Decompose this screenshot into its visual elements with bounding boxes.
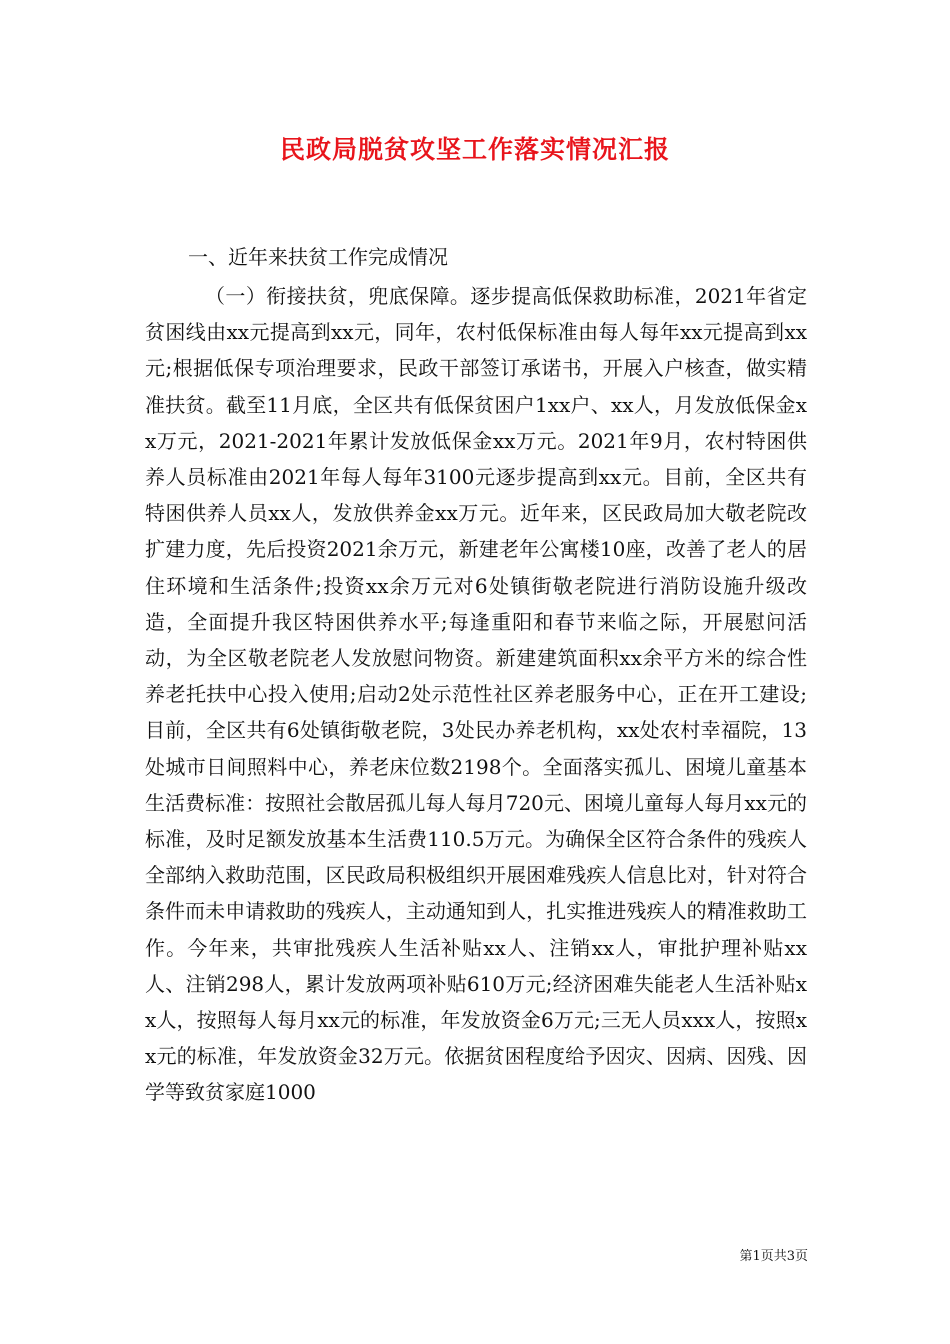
page-number: 第1页共3页 [739,1249,808,1264]
section-heading: 一、近年来扶贫工作完成情况 [188,245,448,269]
document-title: 民政局脱贫攻坚工作落实情况汇报 [279,135,670,164]
body-paragraph: （一）衔接扶贫，兜底保障。逐步提高低保救助标准，2021年省定贫困线由xx元提高到xx元，同年，农村低保标准由每人每年xx元提高到xx元;根据低保专项治理要求，民政干部签订承诺书，开展入户核查，做实精准扶贫。截至11月底，全区共有低保贫困户1xx户、xx人，月发放低保金xx万元，2021-2021年累计发放低保金xx万元。2021年9月，农村特困供养人员标准由2021年每人每年3100元逐步提高到xx元。目前，全区共有特困供养人员xx人，发放供养金xx万元。近年来，区民政局加大敬老院改扩建力度，先后投资2021余万元，新建老年公寓楼10座，改善了老人的居住环境和生活条件;投资xx余万元对6处镇街敬老院进行消防设施升级改造，全面提升我区特困供养水平;每逢重阳和春节来临之际，开展慰问活动，为全区敬老院老人发放慰问物资。新建建筑面积xx余平方米的综合性养老托扶中心投入使用;启动2处示范性社区养老服务中心，正在开工建设;目前，全区共有6处镇街敬老院，3处民办养老机构，xx处农村幸福院，13处城市日间照料中心，养老床位数2198个。全面落实孤儿、困境儿童基本生活费标准：按照社会散居孤儿每人每月720元、困境儿童每人每月xx元的标准，及时足额发放基本生活费110.5万元。为确保全区符合条件的残疾人全部纳入救助范围，区民政局积极组织开展困难残疾人信息比对，针对符合条件而未申请救助的残疾人，主动通知到人，扎实推进残疾人的精准救助工作。今年来，共审批残疾人生活补贴xx人、注销xx人，审批护理补贴xx人、注销298人，累计发放两项补贴610万元;经济困难失能老人生活补贴xx人，按照每人每月xx元的标准，年发放资金6万元;三无人员xxx人，按照xx元的标准，年发放资金32万元。依据贫困程度给予因灾、因病、因残、因学等致贫家庭1000 [145,284,807,1105]
